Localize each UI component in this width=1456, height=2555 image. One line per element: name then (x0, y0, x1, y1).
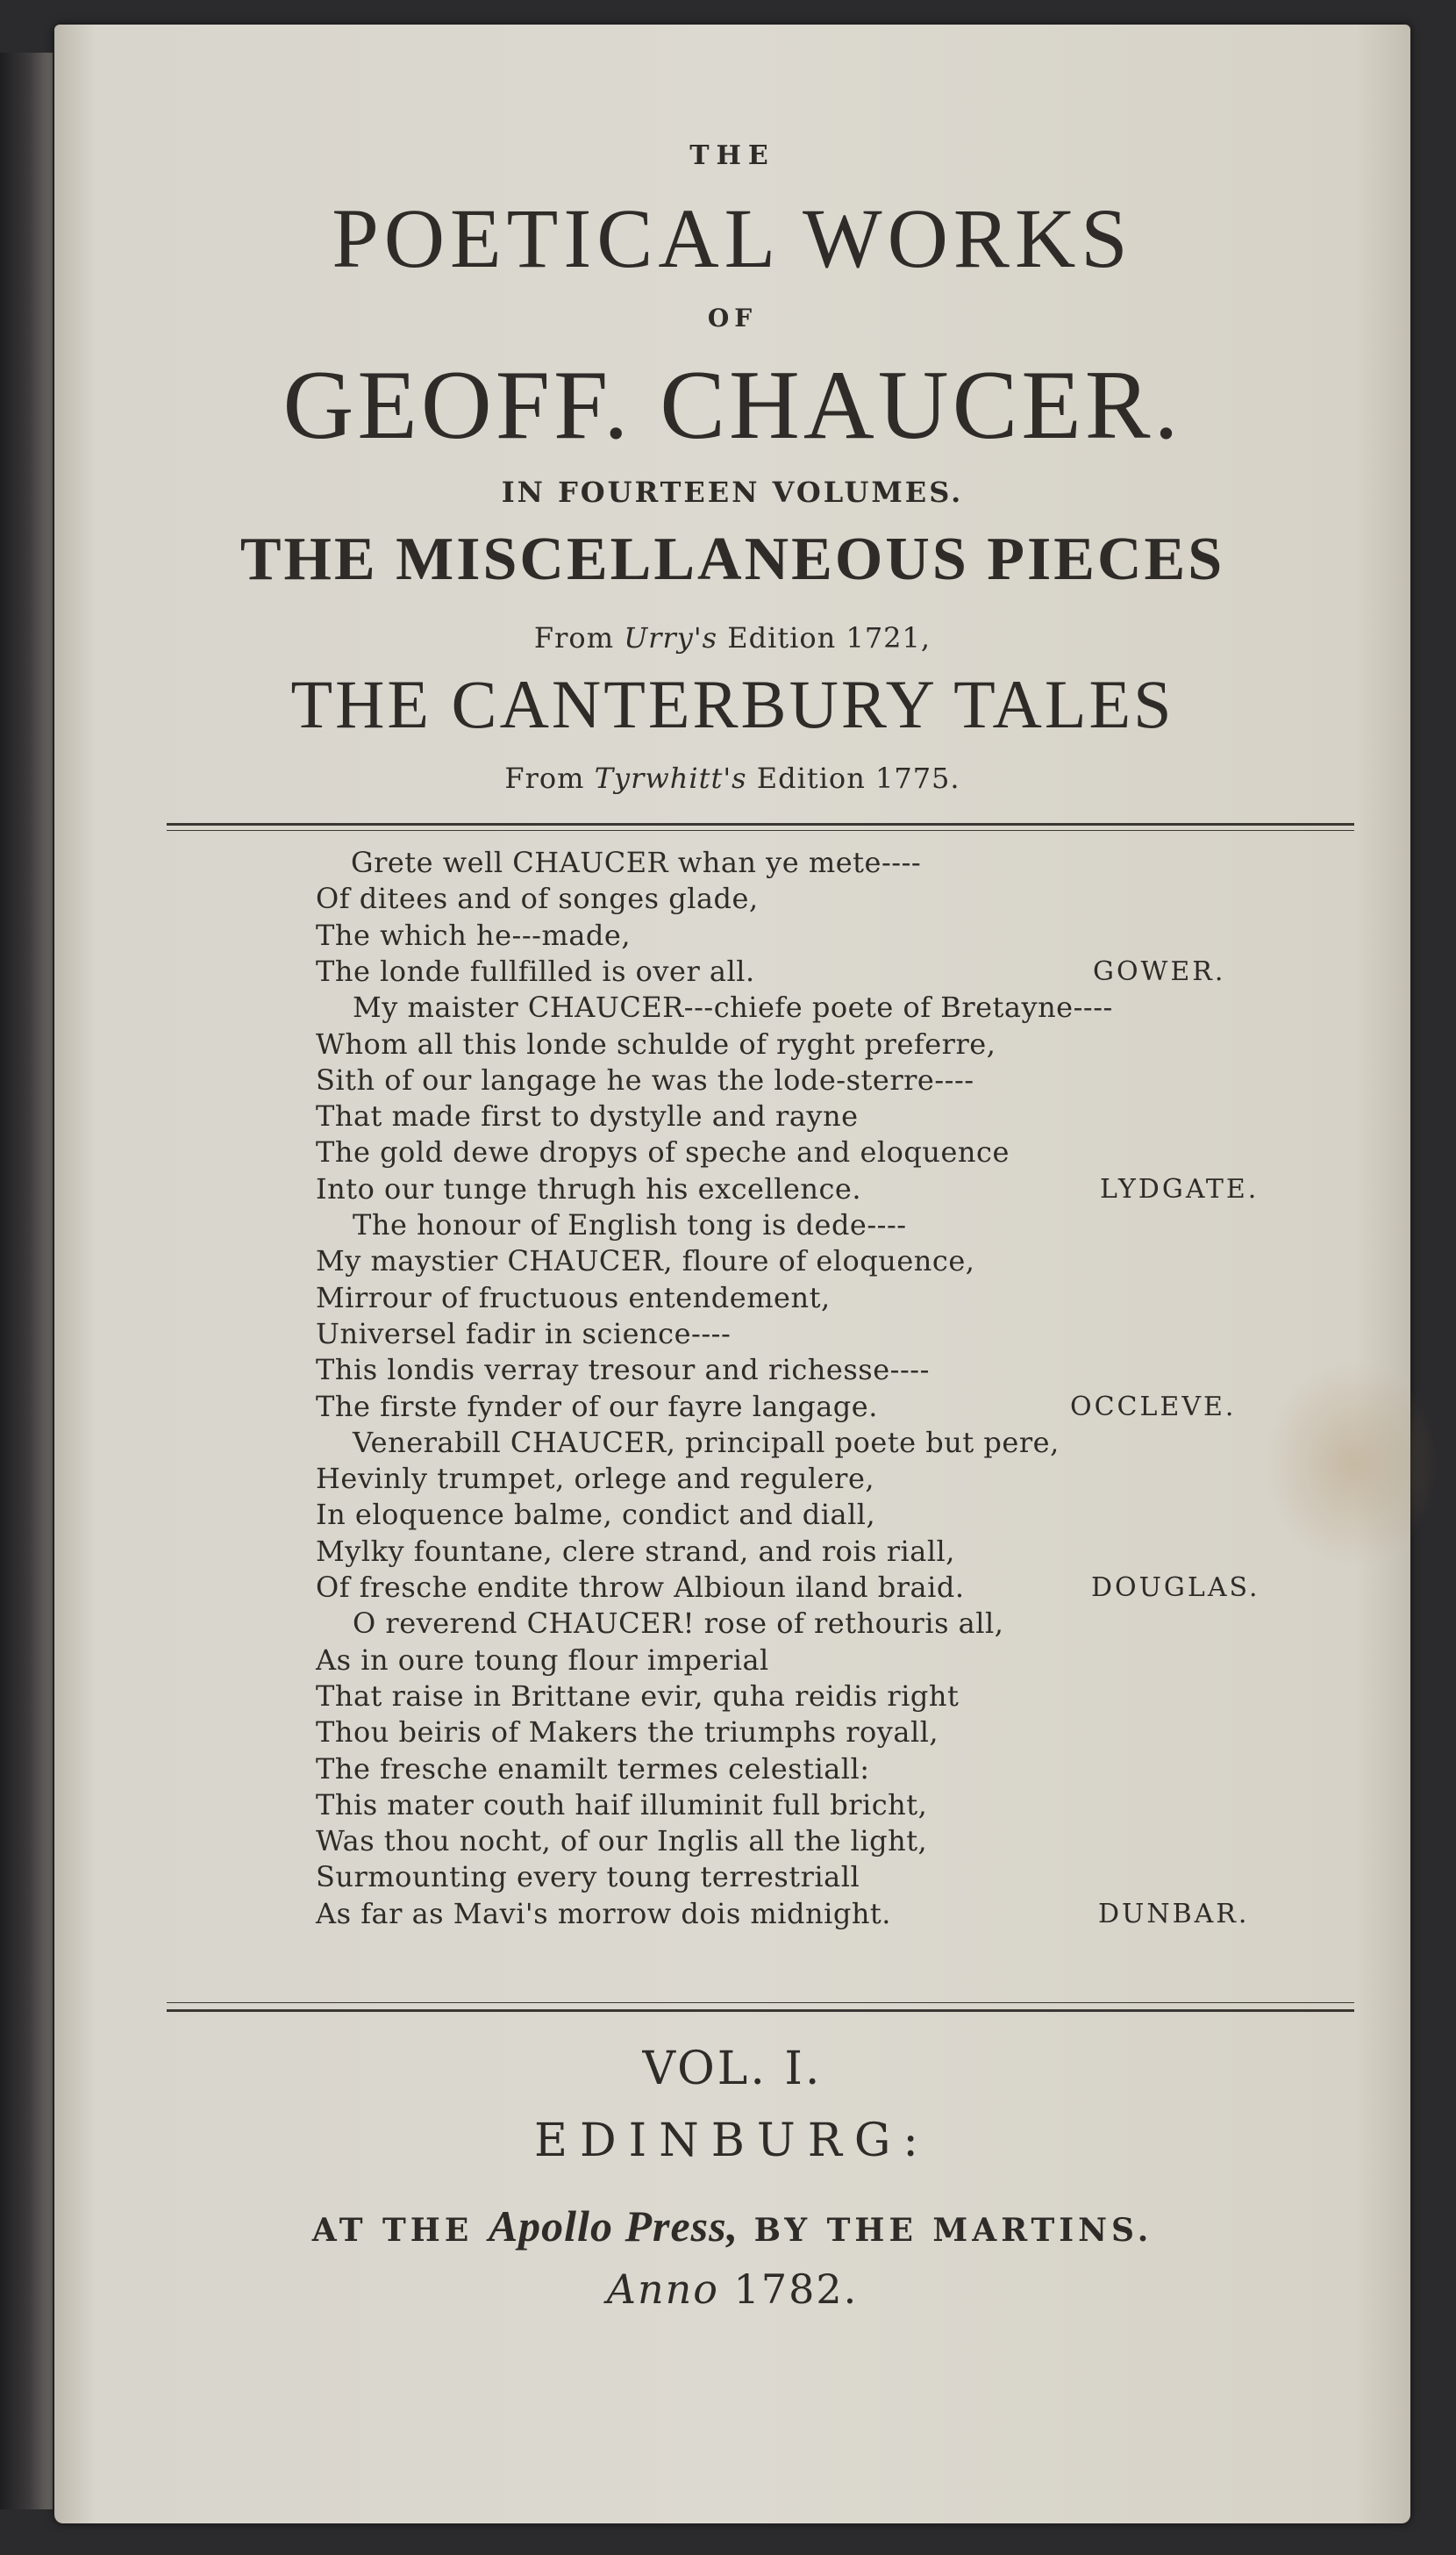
poem-line: Hevinly trumpet, orlege and regulere, (316, 1462, 875, 1496)
poet-attribution: OCCLEVE. (1070, 1391, 1237, 1422)
poem-line: My maystier CHAUCER, floure of eloquence, (316, 1244, 975, 1278)
poem-line: Of fresche endite throw Albioun iland braid. (316, 1571, 965, 1604)
bottom-rule (167, 2009, 1354, 2012)
poem-line: Mirrour of fructuous entendement, (316, 1280, 831, 1314)
poem-line: The londe fullfilled is over all. (316, 954, 755, 988)
poem-line: Venerabill CHAUCER, principall poete but pere, (353, 1425, 1060, 1459)
poem-line: The firste fynder of our fayre langage. (316, 1389, 878, 1423)
poem-line: In eloquence balme, condict and diall, (316, 1498, 876, 1532)
poem-line: As far as Mavi's morrow dois midnight. (316, 1896, 891, 1930)
poem-line: That raise in Brittane evir, quha reidis right (316, 1678, 960, 1713)
poem-line: The gold dewe dropys of speche and eloquence (316, 1135, 1010, 1170)
urry-edition-note: From Urry's Edition 1721, (533, 621, 931, 655)
volume-number: VOL. I. (642, 2043, 823, 2095)
imprint-press: AT THE Apollo Press, BY THE MARTINS. (311, 2201, 1153, 2251)
book-spine (0, 53, 53, 2509)
title-page (54, 25, 1410, 2523)
poet-attribution: DUNBAR. (1098, 1898, 1250, 1929)
poem-line: Thou beiris of Makers the triumphs royall, (316, 1715, 939, 1750)
poem-line: Into our tunge thrugh his excellence. (316, 1171, 862, 1206)
poem-line: O reverend CHAUCER! rose of rethouris all, (353, 1607, 1004, 1641)
author-name: GEOFF. CHAUCER. (282, 351, 1182, 460)
poem-line: The honour of English tong is dede---- (353, 1208, 907, 1242)
title-of: OF (707, 304, 758, 333)
title-the: THE (689, 140, 775, 171)
poet-attribution: GOWER. (1093, 955, 1226, 987)
poem-line: Surmounting every toung terrestriall (316, 1860, 860, 1894)
poem-line: My maister CHAUCER---chiefe poete of Bretayne---- (353, 991, 1113, 1025)
poem-line: Grete well CHAUCER whan ye mete---- (351, 846, 922, 879)
poet-attribution: DOUGLAS. (1091, 1572, 1260, 1603)
poem-line: Sith of our langage he was the lode-sterre---- (316, 1063, 974, 1097)
poem-line: The which he---made, (316, 918, 631, 952)
title-poetical-works: POETICAL WORKS (332, 191, 1133, 285)
poem-line: This londis verray tresour and richesse---- (316, 1353, 930, 1387)
poem-line: Mylky fountane, clere strand, and rois riall, (316, 1534, 955, 1568)
poem-line: Whom all this londe schulde of ryght preferre, (316, 1027, 996, 1061)
imprint-year: Anno 1782. (606, 2265, 859, 2313)
bottom-rule-thin (167, 2002, 1354, 2003)
poem-line: Universel fadir in science---- (316, 1316, 732, 1350)
tyrwhitt-edition-note: From Tyrwhitt's Edition 1775. (504, 762, 960, 795)
poem-line: This mater couth haif illuminit full bricht, (316, 1787, 928, 1821)
poet-attribution: LYDGATE. (1100, 1173, 1260, 1205)
poem-line: Of ditees and of songes glade, (316, 882, 759, 916)
imprint-city: EDINBURG: (534, 2115, 931, 2167)
volumes-note: IN FOURTEEN VOLUMES. (501, 476, 964, 509)
poem-line: The fresche enamilt termes celestiall: (316, 1751, 870, 1786)
canterbury-tales-heading: THE CANTERBURY TALES (290, 666, 1174, 742)
poem-line: Was thou nocht, of our Inglis all the light, (316, 1824, 928, 1858)
poem-line: As in oure toung flour imperial (316, 1642, 769, 1677)
misc-pieces-heading: THE MISCELLANEOUS PIECES (239, 526, 1225, 593)
poem-line: That made first to dystylle and rayne (316, 1099, 859, 1134)
